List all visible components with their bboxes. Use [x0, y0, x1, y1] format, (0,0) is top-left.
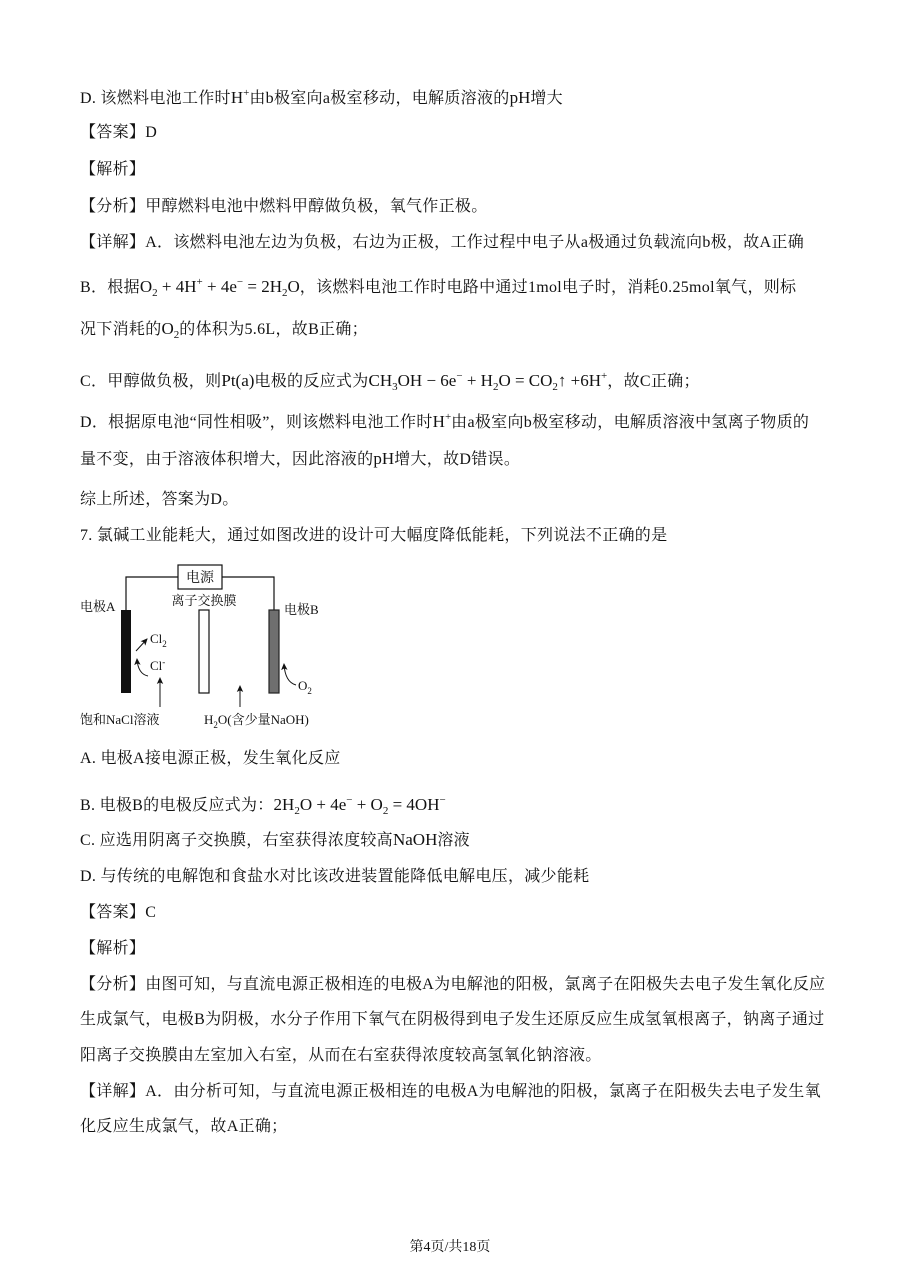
formula-segment: pH: [509, 88, 531, 107]
prev-analysis: 【分析】甲醇燃料电池中燃料甲醇做负极，氧气作正极。: [80, 198, 488, 215]
superscript: +: [243, 87, 250, 99]
superscript: −: [456, 370, 463, 382]
text-segment: 由b极室向a极室移动，电解质溶液的: [249, 90, 510, 107]
formula-segment: = 2H: [243, 277, 282, 296]
right-inlet-rest: O(含少量NaOH): [217, 712, 309, 727]
superscript: −: [346, 794, 353, 806]
question-7-analysis-line: 阳离子交换膜由左室加入右室，从而在右室获得浓度较高氢氧化钠溶液。: [80, 1047, 602, 1064]
text-segment: 量不变，由于溶液体积增大，因此溶液的: [80, 451, 374, 468]
chloride-superscript: -: [162, 657, 166, 667]
superscript: +: [601, 370, 608, 382]
chloride-label: [150, 657, 165, 673]
formula-segment: + 4e: [202, 277, 237, 296]
text-segment: D．根据原电池“同性相吸”，则该燃料电池工作时: [80, 414, 433, 431]
question-7-detail-line: 【详解】A．由分析可知，与直流电源正极相连的电极A为电解池的阳极，氯离子在阳极失去电子发生氧: [80, 1083, 821, 1100]
chlorine-base: Cl: [150, 631, 163, 646]
prev-detail-d-line2: [80, 448, 520, 470]
question-7-explanation-heading: 【解析】: [80, 940, 146, 957]
formula-segment: O: [139, 277, 153, 296]
chlorine-arrow: [136, 639, 147, 651]
formula-segment: O: [287, 277, 300, 296]
question-7-detail-line: 化反应生成氯气，故A正确；: [80, 1118, 288, 1135]
text-segment: 增大，故D错误。: [394, 451, 521, 468]
formula-segment: H: [230, 88, 244, 107]
option-c: [80, 829, 470, 851]
prev-detail-d-line1: [80, 406, 810, 431]
formula-segment: + O: [352, 795, 383, 814]
right-inlet-subscript: 2: [213, 720, 218, 730]
prev-detail-a: 【详解】A．该燃料电池左边为负极，右边为正极，工作过程中电子从a极通过负载流向b极，故A正确: [80, 234, 805, 251]
chlorine-label: [150, 631, 167, 649]
prev-detail-b-line2: [80, 318, 368, 340]
formula-segment: O = CO: [498, 371, 553, 390]
oxygen-subscript: 2: [307, 686, 312, 696]
question-7-answer: 【答案】C: [80, 904, 157, 921]
text-segment: 增大: [530, 90, 563, 107]
text-segment: 电极的反应式为: [254, 373, 369, 390]
formula-segment: CH: [368, 371, 393, 390]
superscript: +: [444, 411, 452, 423]
formula-segment: NaOH: [392, 830, 438, 849]
prev-detail-c: [80, 365, 700, 393]
text-segment: 况下消耗的: [80, 321, 162, 338]
oxygen-arrow: [284, 664, 296, 685]
text-segment: B．根据: [80, 279, 140, 296]
superscript: −: [236, 276, 244, 288]
chloride-base: Cl: [150, 658, 163, 673]
prev-answer: 【答案】D: [80, 124, 158, 141]
formula-segment: pH: [373, 449, 395, 468]
prev-conclusion: 综上所述，答案为D。: [80, 491, 239, 508]
electrode-b-label: 电极B: [284, 602, 319, 617]
left-inlet-label: 饱和NaCl溶液: [80, 712, 160, 727]
subscript: 2: [152, 287, 158, 299]
formula-segment: Pt(a): [221, 371, 255, 390]
electrolysis-diagram: [80, 555, 350, 735]
formula-segment: = 4OH: [388, 795, 440, 814]
chloride-arrow: [137, 659, 148, 676]
text-segment: C．甲醇做负极，则: [80, 373, 222, 390]
subscript: 2: [173, 329, 180, 341]
formula-segment: O: [161, 319, 174, 338]
text-segment: ，该燃料电池工作时电路中通过1mol电子时，消耗0.25mol氧气，则标: [299, 279, 797, 296]
formula-segment: O + 4e: [299, 795, 347, 814]
formula-segment: ↑ +6H: [557, 371, 602, 390]
text-segment: 的体积为5.6L，故B正确；: [179, 321, 368, 338]
left-wire: [126, 577, 178, 610]
chlorine-subscript: 2: [162, 639, 167, 649]
subscript: 2: [492, 381, 499, 393]
page-footer: 第4页/共18页: [409, 1240, 491, 1255]
prev-explanation-heading: 【解析】: [80, 161, 146, 178]
oxygen-label: [298, 678, 312, 696]
subscript: 2: [552, 381, 558, 393]
text-segment: D. 该燃料电池工作时: [80, 90, 231, 107]
superscript: +: [196, 276, 203, 288]
formula-segment: + H: [462, 371, 493, 390]
electrode-a: [121, 610, 131, 693]
formula-segment: 2H: [273, 795, 295, 814]
text-segment: B. 电极B的电极反应式为：: [80, 797, 274, 814]
oxygen-base: O: [298, 678, 308, 693]
option-d: D. 与传统的电解饱和食盐水对比该改进装置能降低电解电压，减少能耗: [80, 868, 590, 885]
electrode-a-label: 电极A: [80, 599, 116, 614]
text-segment: 溶液: [437, 832, 470, 849]
power-supply-label: 电源: [186, 571, 214, 586]
text-segment: ，故C正确；: [607, 373, 700, 390]
membrane-label: 离子交换膜: [171, 593, 237, 608]
electrode-b: [269, 610, 279, 693]
text-segment: 由a极室向b极室移动，电解质溶液中氢离子物质的: [451, 414, 810, 431]
question-7-analysis-line: 生成氯气，电极B为阴极，水分子作用下氧气在阴极得到电子发生还原反应生成氢氧根离子，钠离子通过: [80, 1011, 825, 1028]
question-7-analysis-line: 【分析】由图可知，与直流电源正极相连的电极A为电解池的阳极，氯离子在阳极失去电子发生氧化反应: [80, 976, 826, 993]
prev-detail-b-line1: [80, 271, 797, 299]
prev-option-d: [80, 82, 563, 107]
subscript: 3: [392, 381, 398, 393]
superscript: −: [439, 794, 446, 806]
ion-exchange-membrane: [199, 610, 209, 693]
question-7-stem: 7. 氯碱工业能耗大，通过如图改进的设计可大幅度降低能耗，下列说法不正确的是: [80, 527, 668, 544]
option-a: A. 电极A接电源正极，发生氧化反应: [80, 750, 341, 767]
right-inlet-label: [204, 712, 309, 730]
formula-segment: H: [432, 412, 445, 431]
formula-segment: + 4H: [157, 277, 197, 296]
text-segment: C. 应选用阴离子交换膜，右室获得浓度较高: [80, 832, 393, 849]
subscript: 2: [294, 805, 300, 817]
subscript: 2: [382, 805, 389, 817]
subscript: 2: [281, 287, 288, 299]
option-b: [80, 789, 446, 817]
formula-segment: OH − 6e: [397, 371, 457, 390]
right-inlet-base: H: [204, 712, 214, 727]
